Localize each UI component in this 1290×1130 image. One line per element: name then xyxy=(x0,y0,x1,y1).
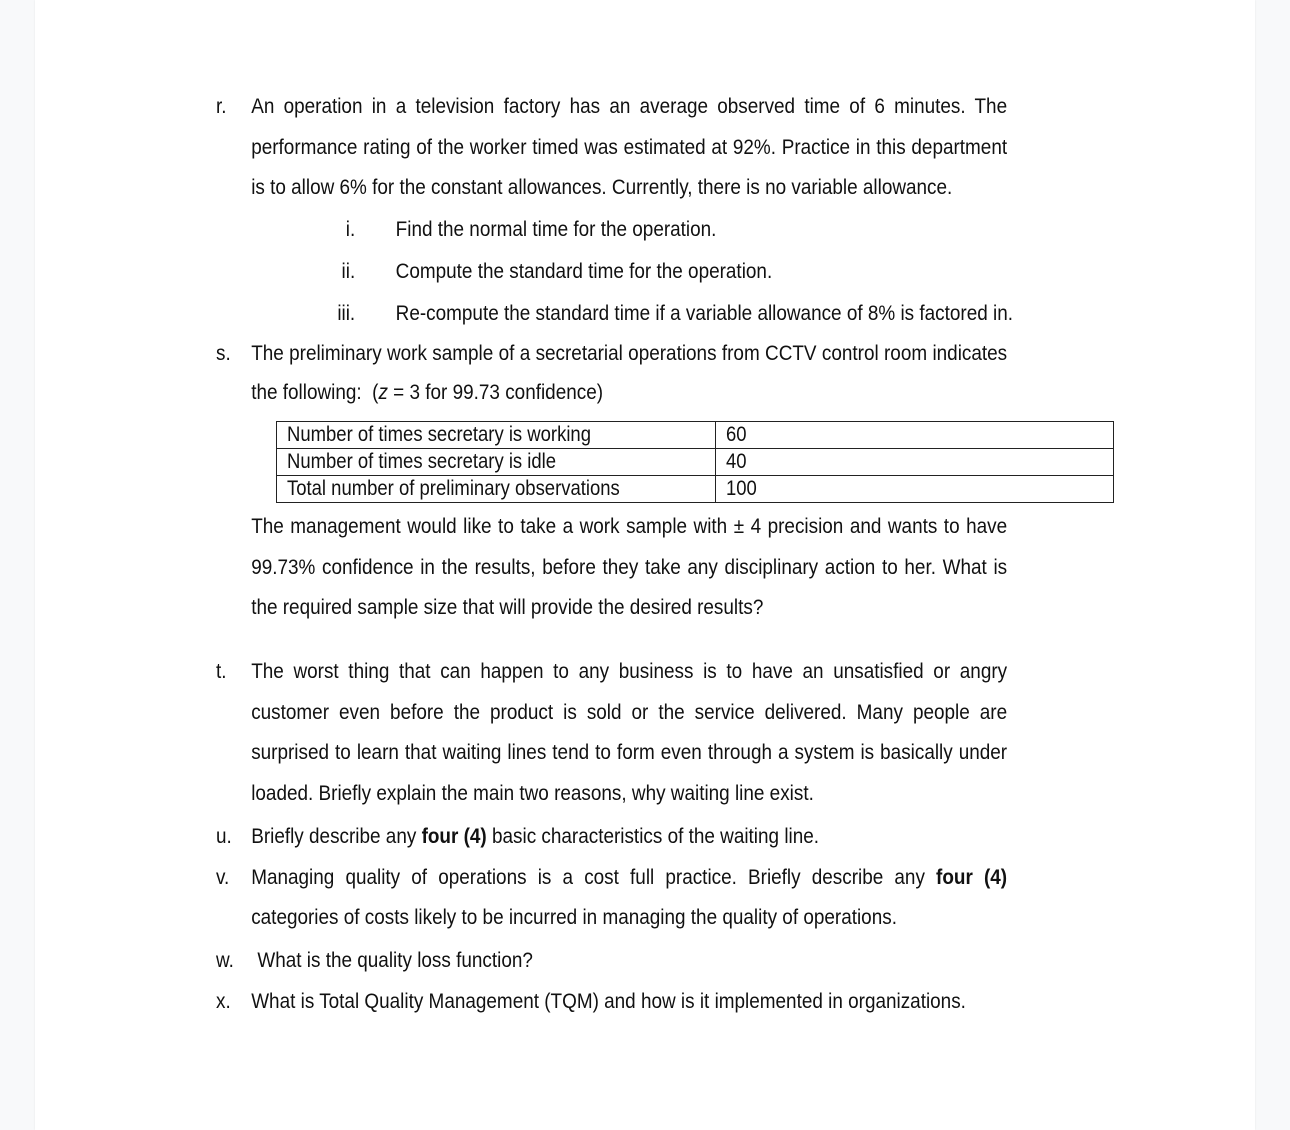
question-text xyxy=(251,334,1007,411)
table-cell-label: Total number of preliminary observations xyxy=(277,476,716,503)
question-intro: The preliminary work sample of a secretarial operations from CCTV control room indicates the following: xyxy=(251,341,1008,404)
sub-question-text: Re-compute the standard time if a variable allowance of 8% is factored in. xyxy=(395,301,1014,325)
question-w xyxy=(216,940,1007,980)
question-text: An operation in a television factory has an average observed time of 6 minutes. The performance rating of the worker timed was estimated at 92%. Practice in this department is to allow 6% for the constant allowances. Currently, there is no variable allowance. xyxy=(251,94,1008,199)
question-label: s. xyxy=(216,341,231,365)
question-label: w. xyxy=(216,948,234,972)
work-sample-table xyxy=(276,421,1114,503)
question-text: Briefly describe any four (4) basic characteristics of the waiting line. xyxy=(251,824,820,848)
question-label: t. xyxy=(216,659,227,683)
table-cell-label: Number of times secretary is idle xyxy=(277,449,716,476)
emphasis-four: four (4) xyxy=(936,865,1008,889)
question-text: What is Total Quality Management (TQM) and how is it implemented in organizations. xyxy=(251,989,966,1013)
z-symbol: z xyxy=(378,379,388,404)
question-label: r. xyxy=(216,94,227,118)
followup-text: The management would like to take a work sample with ± 4 precision and wants to have 99.73% confidence in the results, before they take any disciplinary action to her. What is the required sample size that will provide the desired results? xyxy=(251,514,1008,619)
table-cell-label: Number of times secretary is working xyxy=(277,422,716,449)
question-s xyxy=(216,334,1007,414)
sub-question-number: ii. xyxy=(341,259,356,283)
sub-question-text: Compute the standard time for the operation. xyxy=(395,259,773,283)
question-v xyxy=(216,857,1007,937)
question-r xyxy=(216,86,1007,208)
question-label: u. xyxy=(216,824,232,848)
question-label: x. xyxy=(216,989,231,1013)
question-text: The worst thing that can happen to any business is to have an unsatisfied or angry customer even before the product is sold or the service delivered. Many people are surprised to learn that waiting lines tend to form even through a system is basically under loaded. Briefly explain the main two reasons, why waiting line exist. xyxy=(251,659,1008,805)
sub-question-text: Find the normal time for the operation. xyxy=(395,217,717,241)
sub-question-number: iii. xyxy=(337,301,356,325)
question-u xyxy=(216,816,1007,856)
question-s-followup xyxy=(216,506,1007,628)
sub-question-number: i. xyxy=(345,217,356,241)
question-text: Managing quality of operations is a cost full practice. Briefly describe any four (4) categories of costs likely to be incurred in managing the quality of operations. xyxy=(251,865,1008,929)
question-label: v. xyxy=(216,865,230,889)
table-row xyxy=(277,449,1114,476)
table-row xyxy=(277,476,1114,503)
table-cell-value: 100 xyxy=(716,476,1114,503)
table-cell-value: 40 xyxy=(716,449,1114,476)
emphasis-four: four (4) xyxy=(421,824,487,848)
question-t xyxy=(216,651,1007,813)
confidence-note: = 3 for 99.73 confidence) xyxy=(387,379,604,404)
question-x xyxy=(216,981,1007,1021)
table-row xyxy=(277,422,1114,449)
question-text: What is the quality loss function? xyxy=(257,948,533,972)
paren-open: ( xyxy=(372,379,379,404)
table-cell-value: 60 xyxy=(716,422,1114,449)
